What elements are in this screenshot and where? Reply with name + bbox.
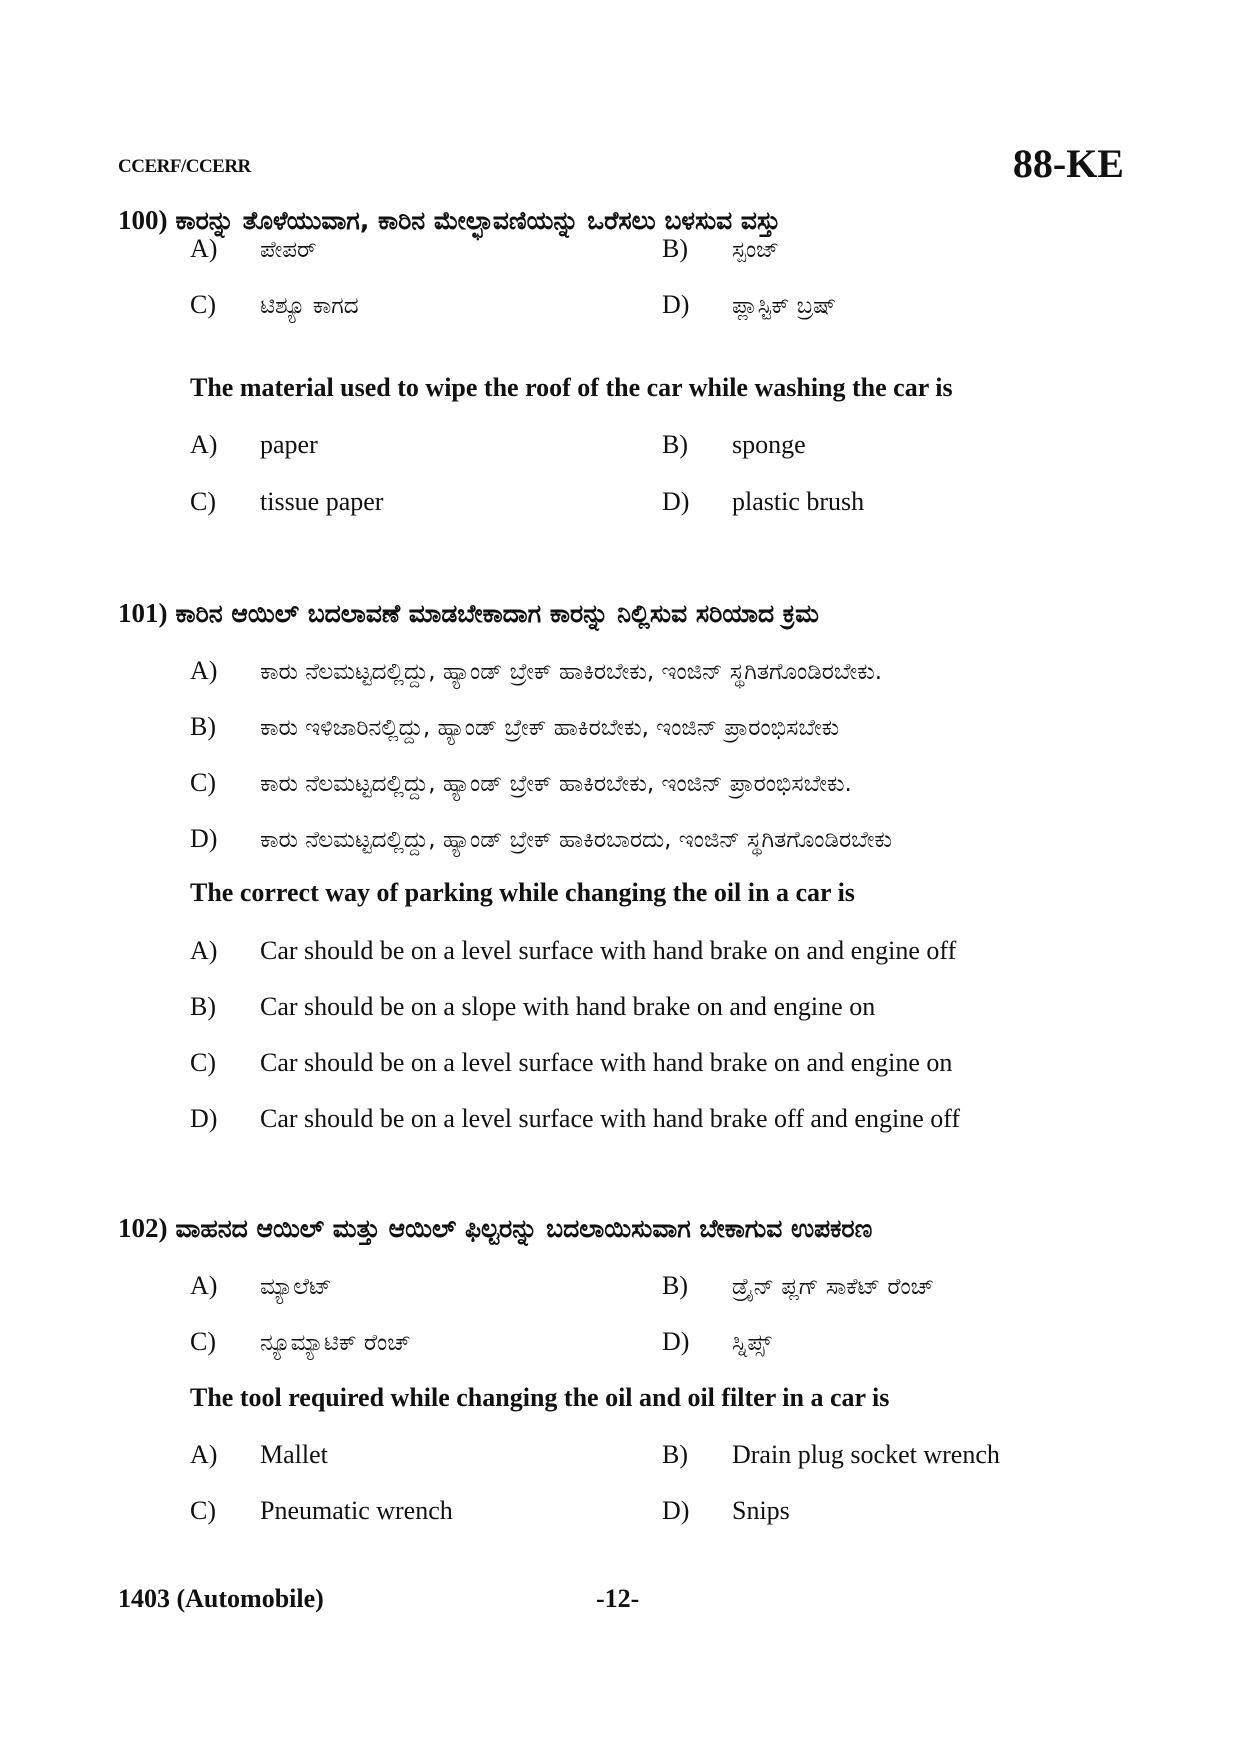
exam-code: CCERF/CCERR	[118, 156, 251, 177]
option-a-english: A) Mallet	[190, 1440, 328, 1469]
question-text-kannada: ಕಾರಿನ ಆಯಿಲ್ ಬದಲಾವಣೆ ಮಾಡಬೇಕಾದಾಗ ಕಾರನ್ನು ನಿಲ್ಲಿಸುವ ಸರಿಯಾದ ಕ್ರಮ	[175, 599, 819, 628]
question-100-english: The material used to wipe the roof of the car while washing the car is	[190, 373, 953, 402]
option-b-kannada: B) ಕಾರು ಇಳಿಜಾರಿನಲ್ಲಿದ್ದು, ಹ್ಯಾಂಡ್ ಬ್ರೇಕ್ ಹಾಕಿರಬೇಕು, ಇಂಜಿನ್ ಪ್ರಾರಂಭಿಸಬೇಕು	[190, 712, 840, 741]
option-d-english: D) Car should be on a level surface with hand brake off and engine off	[190, 1104, 961, 1133]
question-102-kannada	[118, 1213, 1128, 1244]
question-number: 101)	[118, 598, 168, 628]
option-b-english: B) Car should be on a slope with hand brake on and engine on	[190, 992, 876, 1021]
question-text-kannada: ವಾಹನದ ಆಯಿಲ್ ಮತ್ತು ಆಯಿಲ್ ಫಿಲ್ಟರನ್ನು ಬದಲಾಯಿಸುವಾಗ ಬೇಕಾಗುವ ಉಪಕರಣ	[175, 1214, 873, 1243]
question-102-english: The tool required while changing the oil and oil filter in a car is	[190, 1383, 890, 1412]
option-a-kannada: A) ಪೇಪರ್	[190, 234, 317, 263]
question-number: 102)	[118, 1213, 168, 1243]
option-c-english: C) Car should be on a level surface with hand brake on and engine on	[190, 1048, 953, 1077]
option-a-kannada: A) ಮ್ಯಾಲೆಟ್	[190, 1271, 332, 1300]
question-100-kannada	[118, 205, 1128, 236]
paper-id: 88-KE	[1012, 141, 1124, 186]
option-c-kannada: C) ನ್ಯೂಮ್ಯಾಟಿಕ್ ರೆಂಚ್	[190, 1327, 411, 1356]
option-c-english: C) tissue paper	[190, 487, 384, 516]
question-101-english: The correct way of parking while changing the oil in a car is	[190, 878, 855, 907]
question-number: 100)	[118, 205, 168, 235]
option-d-kannada: D) ಸ್ನಿಪ್ಸ್	[662, 1327, 772, 1356]
option-b-english: B) sponge	[662, 430, 806, 459]
question-text-kannada: ಕಾರನ್ನು ತೊಳೆಯುವಾಗ, ಕಾರಿನ ಮೇಲ್ಛಾವಣಿಯನ್ನು ಒರೆಸಲು ಬಳಸುವ ವಸ್ತು	[175, 206, 781, 235]
option-a-english: A) paper	[190, 430, 318, 459]
option-c-kannada: C) ಟಿಶ್ಯೂ ಕಾಗದ	[190, 290, 359, 319]
page-number: -12-	[596, 1584, 640, 1613]
option-d-english: D) plastic brush	[662, 487, 865, 516]
footer-subject: 1403 (Automobile)	[118, 1584, 324, 1613]
option-a-english: A) Car should be on a level surface with hand brake on and engine off	[190, 936, 957, 965]
option-d-kannada: D) ಪ್ಲಾಸ್ಟಿಕ್ ಬ್ರಷ್	[662, 290, 837, 319]
option-b-kannada: B) ಡ್ರೈನ್ ಪ್ಲಗ್ ಸಾಕೆಟ್ ರೆಂಚ್	[662, 1271, 934, 1300]
option-b-kannada: B) ಸ್ಪಂಜ್	[662, 234, 780, 263]
option-c-kannada: C) ಕಾರು ನೆಲಮಟ್ಟದಲ್ಲಿದ್ದು, ಹ್ಯಾಂಡ್ ಬ್ರೇಕ್ ಹಾಕಿರಬೇಕು, ಇಂಜಿನ್ ಪ್ರಾರಂಭಿಸಬೇಕು.	[190, 768, 852, 797]
option-d-kannada: D) ಕಾರು ನೆಲಮಟ್ಟದಲ್ಲಿದ್ದು, ಹ್ಯಾಂಡ್ ಬ್ರೇಕ್ ಹಾಕಿರಬಾರದು, ಇಂಜಿನ್ ಸ್ಥಗಿತಗೊಂಡಿರಬೇಕು	[190, 824, 893, 853]
option-b-english: B) Drain plug socket wrench	[662, 1440, 1000, 1469]
option-a-kannada: A) ಕಾರು ನೆಲಮಟ್ಟದಲ್ಲಿದ್ದು, ಹ್ಯಾಂಡ್ ಬ್ರೇಕ್ ಹಾಕಿರಬೇಕು, ಇಂಜಿನ್ ಸ್ಥಗಿತಗೊಂಡಿರಬೇಕು.	[190, 656, 883, 685]
question-101-kannada	[118, 598, 1128, 629]
option-d-english: D) Snips	[662, 1496, 790, 1525]
option-c-english: C) Pneumatic wrench	[190, 1496, 453, 1525]
